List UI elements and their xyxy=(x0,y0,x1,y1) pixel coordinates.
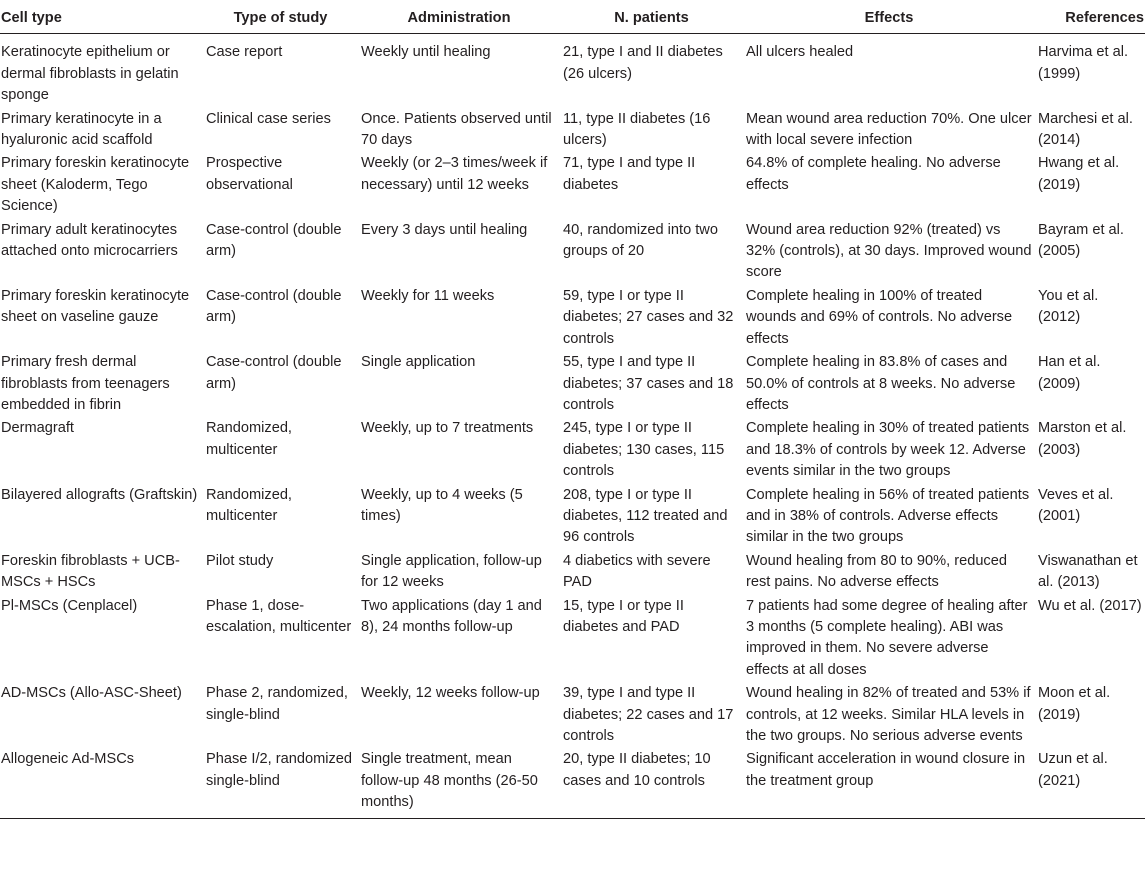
reference: Bayram et al. (2005) xyxy=(1038,221,1124,260)
n-patients: 20, type II diabetes; 10 cases and 10 controls xyxy=(560,747,743,818)
header-administration: Administration xyxy=(358,0,560,34)
reference: Han et al. (2009) xyxy=(1038,354,1101,392)
cell-type: AD-MSCs (Allo-ASC-Sheet) xyxy=(1,685,182,702)
administration: Once. Patients observed until 70 days xyxy=(361,110,552,149)
reference: You et al. (2012) xyxy=(1038,287,1099,326)
type-of-study: Pilot study xyxy=(206,552,274,569)
n-patients: 4 diabetics with severe PAD xyxy=(563,552,711,591)
n-patients: 245, type I or type II diabetes; 130 cases, 115 controls xyxy=(563,420,725,480)
header-n-patients: N. patients xyxy=(560,0,743,34)
administration: Single application xyxy=(361,354,476,371)
table-row xyxy=(0,594,1145,682)
cell-type: Primary keratinocyte in a hyaluronic acid scaffold xyxy=(1,110,162,149)
n-patients: 208, type I or type II diabetes, 112 treated and 96 controls xyxy=(563,486,728,546)
type-of-study: Case-control (double arm) xyxy=(206,287,342,326)
effects: Wound area reduction 92% (treated) vs 32% (controls), at 30 days. Improved wound score xyxy=(746,221,1032,281)
effects: Wound healing in 82% of treated and 53% if controls, at 12 weeks. Similar HLA levels in the two groups. No serious adverse events xyxy=(746,685,1031,744)
table-header-row xyxy=(0,0,1145,34)
cell-type: Foreskin fibroblasts + UCB-MSCs + HSCs xyxy=(1,552,180,591)
administration: Weekly (or 2–3 times/week if necessary) until 12 weeks xyxy=(361,155,548,193)
effects: 64.8% of complete healing. No adverse effects xyxy=(746,155,1001,193)
reference: Viswanathan et al. (2013) xyxy=(1038,552,1138,591)
table-row xyxy=(0,107,1145,152)
n-patients: 59, type I or type II diabetes; 27 cases and 32 controls xyxy=(563,287,734,347)
administration: Two applications (day 1 and 8), 24 months follow-up xyxy=(361,597,542,635)
table-row xyxy=(0,681,1145,747)
type-of-study: Clinical case series xyxy=(206,110,331,127)
effects: Complete healing in 100% of treated wounds and 69% of controls. No adverse effects xyxy=(746,287,1013,347)
reference: Marston et al. (2003) xyxy=(1038,420,1127,458)
table-row xyxy=(0,350,1145,416)
n-patients: 21, type I and II diabetes (26 ulcers) xyxy=(563,44,723,82)
administration: Weekly, 12 weeks follow-up xyxy=(361,685,540,702)
administration: Single treatment, mean follow-up 48 months (26-50 months) xyxy=(358,747,560,818)
effects: 7 patients had some degree of healing after 3 months (5 complete healing). ABI was improved in them. No severe adverse effects at all doses xyxy=(746,597,1028,678)
effects: Complete healing in 30% of treated patients and 18.3% of controls by week 12. Adverse events similar in the two groups xyxy=(746,420,1030,480)
administration: Weekly, up to 7 treatments xyxy=(361,420,534,437)
effects: Mean wound area reduction 70%. One ulcer with local severe infection xyxy=(746,110,1032,149)
effects: Complete healing in 83.8% of cases and 50.0% of controls at 8 weeks. No adverse effects xyxy=(746,354,1016,413)
administration: Single application, follow-up for 12 weeks xyxy=(361,552,542,591)
type-of-study: Randomized, multicenter xyxy=(206,420,292,458)
administration: Weekly until healing xyxy=(361,44,491,61)
type-of-study: Case-control (double arm) xyxy=(206,354,342,392)
type-of-study: Case report xyxy=(206,44,283,61)
header-cell-type: Cell type xyxy=(0,0,203,34)
table-row xyxy=(0,284,1145,350)
cell-type: Keratinocyte epithelium or dermal fibroblasts in gelatin sponge xyxy=(1,44,179,104)
table-row xyxy=(0,34,1145,107)
reference: Marchesi et al. (2014) xyxy=(1038,110,1133,149)
type-of-study: Phase 1, dose-escalation, multicenter xyxy=(206,597,352,635)
header-effects: Effects xyxy=(743,0,1035,34)
n-patients: 11, type II diabetes (16 ulcers) xyxy=(563,110,711,149)
reference: Moon et al. (2019) xyxy=(1038,685,1111,723)
table-row xyxy=(0,416,1145,482)
cell-type: Pl-MSCs (Cenplacel) xyxy=(1,597,138,614)
table-row xyxy=(0,747,1145,818)
header-type-of-study: Type of study xyxy=(203,0,358,34)
n-patients: 71, type I and type II diabetes xyxy=(563,155,696,193)
effects: All ulcers healed xyxy=(746,44,854,61)
administration: Weekly for 11 weeks xyxy=(361,287,495,304)
effects: Complete healing in 56% of treated patients and in 38% of controls. Adverse effects similar in the two groups xyxy=(746,486,1030,546)
reference: Wu et al. (2017) xyxy=(1038,597,1142,614)
type-of-study: Case-control (double arm) xyxy=(206,221,342,260)
reference: Harvima et al. (1999) xyxy=(1038,44,1129,82)
administration: Weekly, up to 4 weeks (5 times) xyxy=(361,486,523,524)
administration: Every 3 days until healing xyxy=(361,221,528,238)
table-row xyxy=(0,549,1145,594)
effects: Wound healing from 80 to 90%, reduced rest pains. No adverse effects xyxy=(746,552,1007,591)
cell-type: Primary adult keratinocytes attached onto microcarriers xyxy=(1,221,178,260)
cell-type: Bilayered allografts (Graftskin) xyxy=(1,486,198,503)
type-of-study: Phase 2, randomized, single-blind xyxy=(206,685,348,723)
n-patients: 40, randomized into two groups of 20 xyxy=(563,221,718,260)
table-row xyxy=(0,483,1145,549)
cell-type: Primary foreskin keratinocyte sheet on vaseline gauze xyxy=(1,287,190,326)
reference: Uzun et al. (2021) xyxy=(1035,747,1145,818)
n-patients: 15, type I or type II diabetes and PAD xyxy=(563,597,684,635)
cell-type: Primary fresh dermal fibroblasts from teenagers embedded in fibrin xyxy=(1,354,170,413)
n-patients: 55, type I and type II diabetes; 37 cases and 18 controls xyxy=(563,354,734,413)
header-references: References xyxy=(1035,0,1145,34)
table-row xyxy=(0,151,1145,217)
effects: Significant acceleration in wound closure in the treatment group xyxy=(743,747,1035,818)
cell-type: Dermagraft xyxy=(1,420,74,437)
n-patients: 39, type I and type II diabetes; 22 cases and 17 controls xyxy=(563,685,734,744)
type-of-study: Randomized, multicenter xyxy=(206,486,292,524)
table-row xyxy=(0,218,1145,284)
cell-type: Allogeneic Ad-MSCs xyxy=(0,747,203,818)
type-of-study: Prospective observational xyxy=(206,155,293,193)
type-of-study: Phase I/2, randomized single-blind xyxy=(203,747,358,818)
reference: Hwang et al. (2019) xyxy=(1038,155,1120,193)
cell-type: Primary foreskin keratinocyte sheet (Kaloderm, Tego Science) xyxy=(1,155,190,215)
reference: Veves et al. (2001) xyxy=(1038,486,1114,524)
